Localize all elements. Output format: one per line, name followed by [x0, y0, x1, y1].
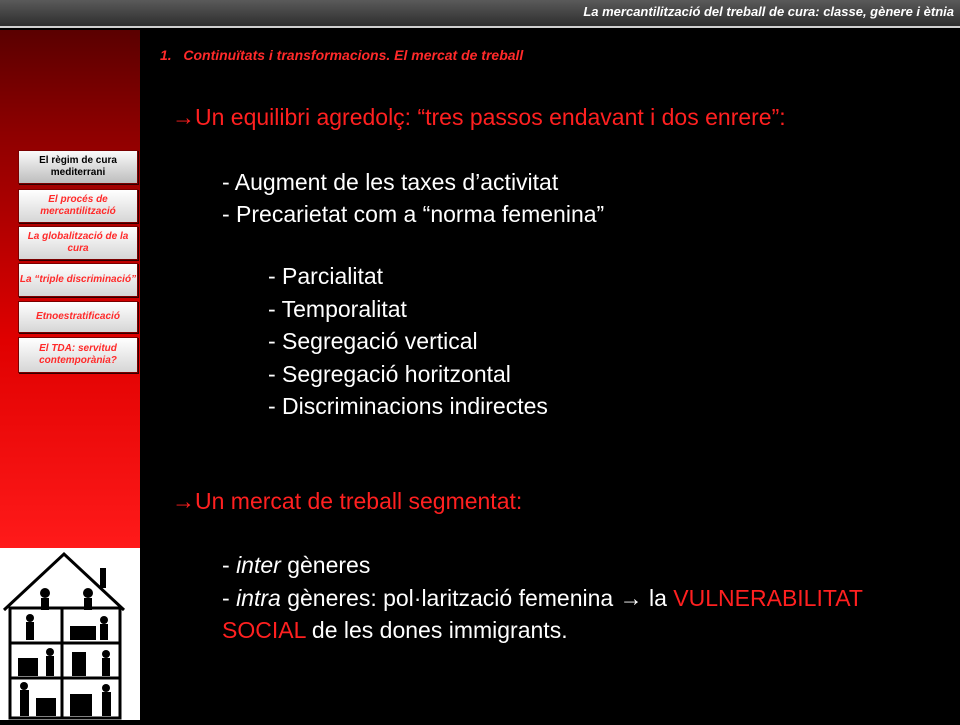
sidebar-item-regim-cura[interactable] [18, 150, 138, 184]
header-bar [0, 0, 960, 28]
sidebar-item-tda-servitud[interactable] [18, 337, 138, 373]
section-number: 1. [160, 47, 172, 63]
arrow-right-icon: → [619, 585, 643, 611]
item-prefix: - [222, 585, 237, 611]
section-heading [160, 47, 523, 63]
block1-item: - Precarietat com a “norma femenina” [222, 201, 605, 227]
sidebar-item-label: La “triple discriminació” [19, 274, 137, 285]
block2-item-continuation [222, 617, 568, 644]
block2-item-intra [222, 585, 863, 612]
arrow-right-icon: → [172, 104, 195, 130]
block2-item-inter [222, 552, 370, 579]
item-emphasis: inter [236, 552, 281, 578]
sidebar-item-etnoestratificacio[interactable] [18, 301, 138, 333]
sidebar-item-proces-mercantilitzacio[interactable] [18, 189, 138, 223]
arrow-right-icon: → [172, 488, 195, 514]
block2-heading-text: Un mercat de treball segmentat: [195, 488, 523, 514]
item-text: gèneres: pol·larització femenina [280, 585, 620, 611]
section-title: Continuïtats i transformacions. El mercat de treball [183, 47, 524, 63]
sidebar-item-globalitzacio[interactable] [18, 226, 138, 260]
item-prefix: - [222, 552, 237, 578]
highlight-vulnerabilitat: VULNERABILITAT [673, 585, 863, 611]
item-text: la [642, 585, 674, 611]
block1-heading-text: Un equilibri agredolç: “tres passos endavant i dos enrere”: [195, 104, 786, 130]
sidebar-item-label: El règim de cura mediterrani [39, 155, 117, 178]
item-text: gèneres [280, 552, 371, 578]
highlight-social: SOCIAL [222, 617, 306, 643]
item-emphasis: intra [236, 585, 281, 611]
sidebar-item-label: La globalització de la cura [27, 231, 129, 254]
sidebar-item-label: Etnoestratificació [36, 311, 120, 322]
sidebar-item-label: El procés de mercantilització [40, 194, 116, 217]
block1-subitem: - Temporalitat [268, 296, 407, 322]
block1-subitem: - Parcialitat [268, 263, 384, 289]
presentation-title: La mercantilització del treball de cura: classe, gènere i ètnia [583, 4, 954, 19]
house-household-chores-icon [0, 548, 140, 720]
item-text: de les dones immigrants. [305, 617, 568, 643]
block1-subitem: - Segregació horitzontal [268, 361, 511, 387]
block1-subitem: - Segregació vertical [268, 328, 478, 354]
block1-item: - Augment de les taxes d’activitat [222, 169, 559, 195]
block1-heading [172, 104, 786, 131]
house-illustration [0, 548, 140, 720]
sidebar-item-triple-discriminacio[interactable] [18, 263, 138, 297]
sidebar-item-label: El TDA: servitud contemporània? [39, 343, 117, 366]
block1-subitem: - Discriminacions indirectes [268, 393, 548, 419]
block2-heading [172, 488, 522, 515]
